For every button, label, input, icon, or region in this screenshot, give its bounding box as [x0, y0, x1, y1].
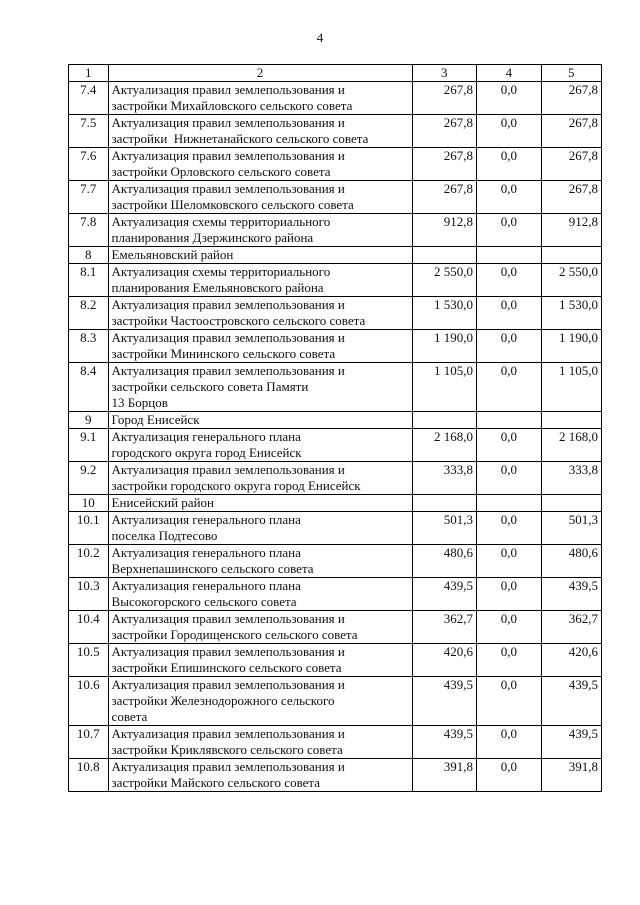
table-header-row: [69, 65, 602, 82]
value-col-4: 0,0: [477, 578, 542, 611]
row-description: [108, 363, 412, 412]
value-col-5: [541, 247, 601, 264]
description-line: Актуализация правил землепользования и: [111, 759, 345, 774]
header-col-4: 4: [477, 65, 542, 82]
description-line: застройки Криклявского сельского совета: [111, 742, 343, 757]
table-row: [69, 247, 602, 264]
description-line: Актуализация генерального плана: [111, 512, 301, 527]
description-line: Актуализация правил землепользования и: [111, 611, 345, 626]
description-line: застройки Частоостровского сельского совета: [111, 313, 366, 328]
value-col-5: 2 550,0: [541, 264, 601, 297]
description-line: поселка Подтесово: [111, 528, 218, 543]
row-description: [108, 247, 412, 264]
value-col-4: 0,0: [477, 297, 542, 330]
value-col-5: 391,8: [541, 759, 601, 792]
description-line: планирования Емельяновского района: [111, 280, 324, 295]
value-col-5: [541, 495, 601, 512]
row-number: 10.1: [69, 512, 109, 545]
row-number: 10.2: [69, 545, 109, 578]
row-number: 9.1: [69, 429, 109, 462]
row-number: 7.6: [69, 148, 109, 181]
description-line: Актуализация правил землепользования и: [111, 148, 345, 163]
value-col-5: 1 530,0: [541, 297, 601, 330]
value-col-5: 912,8: [541, 214, 601, 247]
value-col-4: 0,0: [477, 644, 542, 677]
value-col-3: 267,8: [412, 148, 477, 181]
description-line: Актуализация генерального плана: [111, 429, 301, 444]
description-line: застройки сельского совета Памяти: [111, 379, 309, 394]
value-col-4: 0,0: [477, 545, 542, 578]
row-number: 8.1: [69, 264, 109, 297]
description-line: застройки Михайловского сельского совета: [111, 98, 353, 113]
value-col-3: 480,6: [412, 545, 477, 578]
value-col-4: 0,0: [477, 214, 542, 247]
row-number: 10.4: [69, 611, 109, 644]
value-col-4: 0,0: [477, 363, 542, 412]
table-row: [69, 759, 602, 792]
table-row: [69, 82, 602, 115]
description-line: Актуализация правил землепользования и: [111, 297, 345, 312]
value-col-5: 480,6: [541, 545, 601, 578]
table-row: [69, 115, 602, 148]
row-description: [108, 578, 412, 611]
value-col-3: 439,5: [412, 726, 477, 759]
table-row: [69, 644, 602, 677]
row-number: 8.2: [69, 297, 109, 330]
value-col-3: 501,3: [412, 512, 477, 545]
value-col-4: [477, 495, 542, 512]
value-col-4: 0,0: [477, 181, 542, 214]
row-description: [108, 726, 412, 759]
row-description: [108, 148, 412, 181]
description-line: застройки Городищенского сельского совета: [111, 627, 358, 642]
row-description: [108, 82, 412, 115]
value-col-3: 420,6: [412, 644, 477, 677]
row-description: [108, 264, 412, 297]
value-col-3: 362,7: [412, 611, 477, 644]
description-line: застройки Шеломковского сельского совета: [111, 197, 354, 212]
table-row: [69, 726, 602, 759]
description-line: Актуализация правил землепользования и: [111, 363, 345, 378]
description-line: Актуализация правил землепользования и: [111, 677, 345, 692]
value-col-5: 439,5: [541, 726, 601, 759]
row-number: 10.7: [69, 726, 109, 759]
header-col-3: 3: [412, 65, 477, 82]
table-row: [69, 214, 602, 247]
row-description: [108, 330, 412, 363]
value-col-3: 2 550,0: [412, 264, 477, 297]
description-line: застройки Железнодорожного сельского: [111, 693, 335, 708]
row-number: 7.7: [69, 181, 109, 214]
description-line: застройки городского округа город Енисейск: [111, 478, 361, 493]
value-col-4: [477, 412, 542, 429]
table-row: [69, 462, 602, 495]
description-line: застройки Епишинского сельского совета: [111, 660, 342, 675]
value-col-4: 0,0: [477, 677, 542, 726]
value-col-3: 333,8: [412, 462, 477, 495]
row-number: 9: [69, 412, 109, 429]
description-line: Верхнепашинского сельского совета: [111, 561, 314, 576]
description-line: Высокогорского сельского совета: [111, 594, 297, 609]
row-description: [108, 759, 412, 792]
table-row: [69, 512, 602, 545]
table-row: [69, 181, 602, 214]
table-row: [69, 412, 602, 429]
description-line: Актуализация правил землепользования и: [111, 115, 345, 130]
row-number: 8: [69, 247, 109, 264]
table-row: [69, 495, 602, 512]
value-col-3: 1 530,0: [412, 297, 477, 330]
value-col-5: 2 168,0: [541, 429, 601, 462]
value-col-4: 0,0: [477, 611, 542, 644]
row-number: 9.2: [69, 462, 109, 495]
value-col-3: 267,8: [412, 115, 477, 148]
value-col-4: 0,0: [477, 148, 542, 181]
row-number: 10: [69, 495, 109, 512]
row-description: [108, 462, 412, 495]
value-col-5: 1 105,0: [541, 363, 601, 412]
row-number: 10.8: [69, 759, 109, 792]
value-col-5: 267,8: [541, 148, 601, 181]
table-row: [69, 264, 602, 297]
value-col-4: 0,0: [477, 429, 542, 462]
row-description: [108, 512, 412, 545]
table-body: [69, 82, 602, 792]
value-col-5: 267,8: [541, 115, 601, 148]
row-number: 10.3: [69, 578, 109, 611]
row-description: [108, 611, 412, 644]
row-description: [108, 677, 412, 726]
table-row: [69, 363, 602, 412]
value-col-4: 0,0: [477, 115, 542, 148]
value-col-4: 0,0: [477, 462, 542, 495]
table-row: [69, 429, 602, 462]
description-line: Актуализация схемы территориального: [111, 214, 331, 229]
description-line: 13 Борцов: [111, 395, 168, 410]
row-number: 7.5: [69, 115, 109, 148]
row-description: [108, 495, 412, 512]
value-col-5: 362,7: [541, 611, 601, 644]
description-line: Актуализация правил землепользования и: [111, 462, 345, 477]
description-line: Актуализация правил землепользования и: [111, 726, 345, 741]
description-line: Актуализация генерального плана: [111, 578, 301, 593]
row-number: 8.3: [69, 330, 109, 363]
value-col-5: 439,5: [541, 578, 601, 611]
row-number: 7.4: [69, 82, 109, 115]
value-col-3: [412, 247, 477, 264]
row-number: 8.4: [69, 363, 109, 412]
value-col-5: 501,3: [541, 512, 601, 545]
value-col-3: 1 105,0: [412, 363, 477, 412]
description-line: Актуализация правил землепользования и: [111, 330, 345, 345]
header-col-5: 5: [541, 65, 601, 82]
value-col-5: 1 190,0: [541, 330, 601, 363]
row-description: [108, 545, 412, 578]
value-col-3: 267,8: [412, 82, 477, 115]
value-col-3: 2 168,0: [412, 429, 477, 462]
page-number: 4: [316, 30, 324, 45]
value-col-5: 420,6: [541, 644, 601, 677]
row-description: [108, 181, 412, 214]
value-col-4: 0,0: [477, 759, 542, 792]
value-col-3: [412, 412, 477, 429]
value-col-3: 439,5: [412, 677, 477, 726]
value-col-3: [412, 495, 477, 512]
table-row: [69, 611, 602, 644]
description-line: Актуализация схемы территориального: [111, 264, 331, 279]
value-col-5: 267,8: [541, 82, 601, 115]
description-line: Город Енисейск: [111, 412, 200, 427]
description-line: планирования Дзержинского района: [111, 230, 314, 245]
row-description: [108, 644, 412, 677]
row-description: [108, 297, 412, 330]
value-col-5: [541, 412, 601, 429]
value-col-5: 267,8: [541, 181, 601, 214]
value-col-4: 0,0: [477, 82, 542, 115]
header-col-1: 1: [69, 65, 109, 82]
description-line: городского округа город Енисейск: [111, 445, 302, 460]
description-line: совета: [111, 709, 148, 724]
description-line: застройки Нижнетанайского сельского совета: [111, 131, 369, 146]
table-row: [69, 148, 602, 181]
description-line: Емельяновский район: [111, 247, 234, 262]
description-line: Актуализация генерального плана: [111, 545, 301, 560]
row-description: [108, 429, 412, 462]
row-number: 7.8: [69, 214, 109, 247]
row-description: [108, 115, 412, 148]
header-col-2: 2: [108, 65, 412, 82]
table-row: [69, 297, 602, 330]
budget-table: [68, 64, 602, 792]
value-col-3: 439,5: [412, 578, 477, 611]
description-line: Актуализация правил землепользования и: [111, 181, 345, 196]
description-line: Енисейский район: [111, 495, 214, 510]
value-col-4: 0,0: [477, 512, 542, 545]
value-col-4: 0,0: [477, 330, 542, 363]
description-line: застройки Орловского сельского совета: [111, 164, 331, 179]
table-row: [69, 677, 602, 726]
description-line: Актуализация правил землепользования и: [111, 82, 345, 97]
row-description: [108, 412, 412, 429]
row-number: 10.6: [69, 677, 109, 726]
value-col-4: 0,0: [477, 264, 542, 297]
row-number: 10.5: [69, 644, 109, 677]
table-row: [69, 545, 602, 578]
table-row: [69, 330, 602, 363]
value-col-4: [477, 247, 542, 264]
value-col-3: 1 190,0: [412, 330, 477, 363]
value-col-3: 391,8: [412, 759, 477, 792]
description-line: застройки Майского сельского совета: [111, 775, 321, 790]
value-col-5: 439,5: [541, 677, 601, 726]
description-line: Актуализация правил землепользования и: [111, 644, 345, 659]
value-col-3: 912,8: [412, 214, 477, 247]
table-row: [69, 578, 602, 611]
row-description: [108, 214, 412, 247]
value-col-3: 267,8: [412, 181, 477, 214]
value-col-4: 0,0: [477, 726, 542, 759]
description-line: застройки Мининского сельского совета: [111, 346, 336, 361]
value-col-5: 333,8: [541, 462, 601, 495]
